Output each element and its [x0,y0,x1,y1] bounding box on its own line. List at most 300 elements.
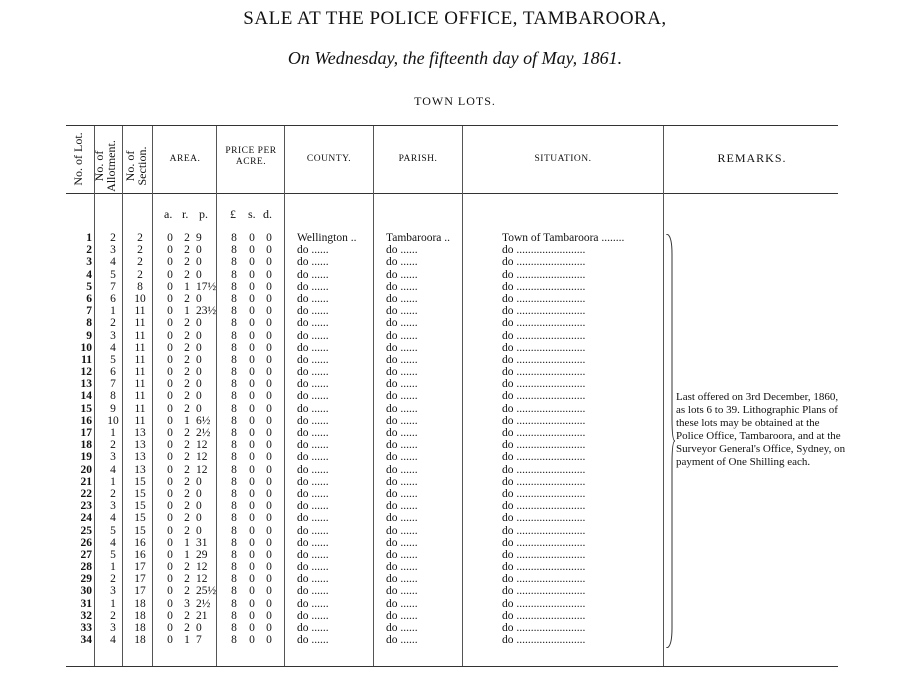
table-row [0,305,910,317]
cell-ps: 0 [249,634,255,647]
cell-sec: 16 [134,548,146,561]
cell-allot: 3 [110,500,116,513]
cell-pl: 8 [231,622,237,634]
cell-parish: do ...... [386,524,418,537]
table-row [0,598,910,610]
cell-pd: 0 [266,463,272,476]
cell-parish: do ...... [386,414,418,427]
cell-a: 0 [167,439,173,452]
cell-p: 0 [196,353,202,366]
cell-ps: 0 [249,585,255,598]
cell-ps: 0 [249,512,255,525]
cell-r: 2 [184,524,190,537]
cell-pl: 8 [231,475,237,488]
cell-r: 2 [184,341,190,354]
cell-a: 0 [167,232,173,244]
cell-sec: 11 [134,378,146,391]
cell-r: 2 [184,353,190,366]
cell-sec: 11 [134,329,146,342]
cell-pl: 8 [231,487,237,500]
cell-ps: 0 [249,487,255,500]
table-row [0,317,910,329]
cell-county: do ...... [297,597,329,610]
cell-pd: 0 [266,475,272,488]
cell-ps: 0 [249,463,255,476]
cell-sit: do ........................ [502,585,586,598]
cell-p: 7 [196,634,202,647]
table-row [0,549,910,561]
cell-r: 2 [184,317,190,330]
cell-p: 0 [196,512,202,525]
cell-parish: do ...... [386,402,418,415]
table-row [0,525,910,537]
cell-a: 0 [167,427,173,439]
cell-lot: 18 [80,439,92,452]
cell-a: 0 [167,268,173,281]
cell-sec: 10 [134,292,146,305]
cell-sec: 2 [137,268,143,281]
cell-lot: 14 [80,390,92,403]
cell-r: 1 [184,280,190,293]
cell-p: 0 [196,487,202,500]
cell-sec: 11 [134,402,146,415]
cell-lot: 34 [80,634,92,647]
cell-county: do ...... [297,244,329,257]
cell-sit: do ........................ [502,268,586,281]
cell-sit: do ........................ [502,561,586,574]
cell-ps: 0 [249,475,255,488]
cell-sit: do ........................ [502,414,586,427]
cell-a: 0 [167,451,173,464]
cell-sec: 11 [134,390,146,403]
cell-pl: 8 [231,329,237,342]
cell-ps: 0 [249,268,255,281]
cell-allot: 4 [110,536,116,549]
cell-pl: 8 [231,366,237,379]
cell-r: 2 [184,475,190,488]
cell-a: 0 [167,280,173,293]
cell-ps: 0 [249,244,255,257]
cell-parish: do ...... [386,329,418,342]
cell-sit: do ........................ [502,634,586,647]
cell-county: do ...... [297,378,329,391]
cell-sit: do ........................ [502,439,586,452]
cell-sec: 8 [137,280,143,293]
cell-p: 0 [196,244,202,257]
cell-allot: 2 [110,609,116,622]
cell-p: 12 [196,463,208,476]
cell-lot: 28 [80,561,92,574]
cell-allot: 9 [110,402,116,415]
cell-p: 2½ [196,597,211,610]
cell-ps: 0 [249,292,255,305]
cell-lot: 24 [80,512,92,525]
cell-parish: do ...... [386,561,418,574]
cell-county: do ...... [297,353,329,366]
cell-parish: do ...... [386,366,418,379]
cell-sec: 15 [134,475,146,488]
header-allotment-text: No. of Allotment. [92,140,118,192]
cell-allot: 1 [110,427,116,439]
cell-sec: 11 [134,414,146,427]
cell-county: do ...... [297,305,329,318]
cell-sec: 2 [137,232,143,244]
unit-pounds: £ [230,207,236,221]
cell-pl: 8 [231,390,237,403]
cell-ps: 0 [249,366,255,379]
cell-parish: do ...... [386,548,418,561]
cell-ps: 0 [249,548,255,561]
cell-p: 2½ [196,427,211,439]
table-row [0,573,910,585]
cell-r: 2 [184,378,190,391]
cell-lot: 1 [86,232,92,244]
cell-p: 0 [196,366,202,379]
cell-a: 0 [167,500,173,513]
cell-allot: 7 [110,280,116,293]
cell-pd: 0 [266,609,272,622]
cell-a: 0 [167,561,173,574]
cell-allot: 2 [110,487,116,500]
cell-allot: 2 [110,573,116,586]
cell-county: do ...... [297,341,329,354]
cell-a: 0 [167,475,173,488]
cell-sec: 2 [137,256,143,269]
cell-a: 0 [167,292,173,305]
cell-sit: do ........................ [502,292,586,305]
cell-pd: 0 [266,524,272,537]
cell-ps: 0 [249,280,255,293]
unit-perches: p. [199,207,208,221]
cell-county: do ...... [297,609,329,622]
cell-allot: 4 [110,341,116,354]
cell-sit: do ........................ [502,622,586,634]
cell-allot: 3 [110,329,116,342]
cell-sit: do ........................ [502,451,586,464]
cell-parish: do ...... [386,475,418,488]
cell-sec: 11 [134,341,146,354]
table-row [0,610,910,622]
cell-pd: 0 [266,622,272,634]
cell-ps: 0 [249,439,255,452]
cell-pl: 8 [231,280,237,293]
cell-county: do ...... [297,524,329,537]
cell-allot: 4 [110,256,116,269]
cell-ps: 0 [249,305,255,318]
cell-parish: do ...... [386,536,418,549]
cell-lot: 32 [80,609,92,622]
cell-sec: 15 [134,487,146,500]
cell-pl: 8 [231,402,237,415]
cell-r: 2 [184,268,190,281]
cell-p: 0 [196,378,202,391]
cell-pd: 0 [266,268,272,281]
cell-allot: 10 [107,414,119,427]
cell-pd: 0 [266,634,272,647]
cell-pl: 8 [231,414,237,427]
cell-a: 0 [167,585,173,598]
remarks-text: Last offered on 3rd December, 1860, as lots 6 to 39. Lithographic Plans of these lots may be obtained at the Police Office, Tambaroora, and at the Surveyor General's Office, Sydney, on payment of One Shilling each. [676,391,846,468]
cell-allot: 5 [110,524,116,537]
cell-p: 0 [196,475,202,488]
cell-p: 0 [196,317,202,330]
cell-pd: 0 [266,232,272,244]
cell-p: 6½ [196,414,211,427]
cell-a: 0 [167,622,173,634]
cell-sec: 2 [137,244,143,257]
cell-sit: do ........................ [502,244,586,257]
cell-lot: 17 [80,427,92,439]
cell-r: 2 [184,402,190,415]
cell-sec: 13 [134,451,146,464]
cell-pd: 0 [266,548,272,561]
table-row [0,256,910,268]
cell-county: do ...... [297,548,329,561]
table-bottom-rule [66,666,838,667]
cell-pd: 0 [266,512,272,525]
cell-r: 2 [184,609,190,622]
table-row [0,634,910,646]
cell-allot: 4 [110,512,116,525]
cell-sit: do ........................ [502,536,586,549]
cell-sit: do ........................ [502,597,586,610]
cell-county: do ...... [297,512,329,525]
table-top-rule [66,125,838,126]
table-row [0,378,910,390]
cell-pd: 0 [266,305,272,318]
cell-pd: 0 [266,256,272,269]
cell-sec: 11 [134,317,146,330]
cell-a: 0 [167,573,173,586]
cell-ps: 0 [249,402,255,415]
cell-pd: 0 [266,561,272,574]
cell-ps: 0 [249,414,255,427]
cell-sec: 11 [134,305,146,318]
cell-pl: 8 [231,439,237,452]
cell-parish: do ...... [386,378,418,391]
cell-sec: 17 [134,573,146,586]
cell-r: 2 [184,451,190,464]
cell-county: do ...... [297,463,329,476]
cell-ps: 0 [249,427,255,439]
header-bottom-rule [66,193,838,194]
cell-parish: do ...... [386,292,418,305]
cell-pd: 0 [266,573,272,586]
cell-county: do ...... [297,268,329,281]
cell-parish: do ...... [386,317,418,330]
cell-county: Wellington .. [297,232,357,244]
cell-sit: do ........................ [502,463,586,476]
cell-lot: 15 [80,402,92,415]
cell-county: do ...... [297,585,329,598]
cell-pd: 0 [266,341,272,354]
cell-sit: do ........................ [502,329,586,342]
cell-allot: 5 [110,268,116,281]
cell-ps: 0 [249,597,255,610]
cell-allot: 2 [110,232,116,244]
cell-parish: do ...... [386,353,418,366]
cell-allot: 1 [110,475,116,488]
cell-r: 2 [184,256,190,269]
cell-pd: 0 [266,500,272,513]
table-row [0,512,910,524]
cell-county: do ...... [297,439,329,452]
cell-ps: 0 [249,573,255,586]
cell-sit: do ........................ [502,402,586,415]
cell-sec: 18 [134,609,146,622]
cell-sit: do ........................ [502,366,586,379]
cell-r: 2 [184,622,190,634]
cell-lot: 10 [80,341,92,354]
cell-r: 2 [184,244,190,257]
table-row [0,354,910,366]
cell-pd: 0 [266,292,272,305]
cell-allot: 5 [110,353,116,366]
cell-lot: 21 [80,475,92,488]
header-situation: SITUATION. [534,154,592,164]
cell-pd: 0 [266,390,272,403]
cell-p: 9 [196,232,202,244]
table-row [0,585,910,597]
cell-pl: 8 [231,609,237,622]
cell-ps: 0 [249,329,255,342]
cell-r: 2 [184,292,190,305]
cell-lot: 7 [86,305,92,318]
cell-ps: 0 [249,536,255,549]
cell-lot: 16 [80,414,92,427]
cell-pd: 0 [266,317,272,330]
cell-p: 25½ [196,585,217,598]
cell-allot: 8 [110,390,116,403]
cell-sec: 15 [134,500,146,513]
page-title: SALE AT THE POLICE OFFICE, TAMBAROORA, [243,8,667,29]
cell-p: 12 [196,451,208,464]
cell-r: 2 [184,512,190,525]
cell-p: 12 [196,561,208,574]
cell-county: do ...... [297,573,329,586]
cell-allot: 1 [110,597,116,610]
section-heading: TOWN LOTS. [414,94,496,108]
table-row [0,232,910,244]
cell-allot: 7 [110,378,116,391]
cell-ps: 0 [249,341,255,354]
cell-county: do ...... [297,414,329,427]
cell-allot: 3 [110,622,116,634]
page-subtitle: On Wednesday, the fifteenth day of May, 1861. [287,48,623,68]
cell-a: 0 [167,414,173,427]
cell-lot: 29 [80,573,92,586]
cell-lot: 4 [86,268,92,281]
cell-sit: do ........................ [502,353,586,366]
cell-sit: do ........................ [502,573,586,586]
cell-p: 23½ [196,305,217,318]
cell-county: do ...... [297,536,329,549]
header-section-text: No. of Section. [123,146,149,186]
table-row [0,281,910,293]
cell-a: 0 [167,487,173,500]
table-row [0,561,910,573]
cell-pl: 8 [231,244,237,257]
cell-pl: 8 [231,573,237,586]
cell-p: 0 [196,402,202,415]
cell-sec: 18 [134,634,146,647]
cell-p: 17½ [196,280,217,293]
cell-sit: Town of Tambaroora ........ [502,232,625,244]
cell-pl: 8 [231,232,237,244]
cell-parish: Tambaroora .. [386,232,451,244]
cell-r: 2 [184,427,190,439]
cell-ps: 0 [249,378,255,391]
table-row [0,330,910,342]
cell-allot: 2 [110,317,116,330]
cell-ps: 0 [249,622,255,634]
cell-parish: do ...... [386,244,418,257]
cell-sit: do ........................ [502,475,586,488]
cell-allot: 3 [110,451,116,464]
cell-r: 3 [184,597,190,610]
cell-a: 0 [167,548,173,561]
cell-pl: 8 [231,292,237,305]
cell-a: 0 [167,305,173,318]
cell-a: 0 [167,256,173,269]
cell-county: do ...... [297,317,329,330]
cell-sit: do ........................ [502,317,586,330]
cell-r: 2 [184,487,190,500]
cell-county: do ...... [297,500,329,513]
remarks-brace [665,234,675,648]
cell-p: 31 [196,536,208,549]
cell-sec: 16 [134,536,146,549]
cell-allot: 2 [110,439,116,452]
cell-parish: do ...... [386,341,418,354]
cell-pl: 8 [231,353,237,366]
cell-parish: do ...... [386,573,418,586]
cell-lot: 3 [86,256,92,269]
cell-r: 2 [184,573,190,586]
cell-p: 0 [196,622,202,634]
table-row [0,488,910,500]
cell-ps: 0 [249,561,255,574]
cell-sit: do ........................ [502,500,586,513]
cell-pl: 8 [231,317,237,330]
cell-allot: 5 [110,548,116,561]
cell-sit: do ........................ [502,487,586,500]
cell-allot: 1 [110,305,116,318]
cell-parish: do ...... [386,256,418,269]
cell-county: do ...... [297,280,329,293]
cell-parish: do ...... [386,439,418,452]
table-row [0,366,910,378]
cell-sec: 13 [134,439,146,452]
cell-lot: 22 [80,487,92,500]
cell-p: 12 [196,573,208,586]
cell-pd: 0 [266,244,272,257]
cell-a: 0 [167,609,173,622]
header-price: PRICE PER ACRE. [225,146,277,167]
cell-allot: 4 [110,634,116,647]
table-row [0,500,910,512]
cell-parish: do ...... [386,500,418,513]
cell-pl: 8 [231,341,237,354]
cell-sit: do ........................ [502,341,586,354]
cell-a: 0 [167,366,173,379]
table-row [0,244,910,256]
cell-a: 0 [167,524,173,537]
cell-sec: 15 [134,524,146,537]
cell-county: do ...... [297,329,329,342]
cell-sec: 18 [134,597,146,610]
cell-sec: 17 [134,561,146,574]
